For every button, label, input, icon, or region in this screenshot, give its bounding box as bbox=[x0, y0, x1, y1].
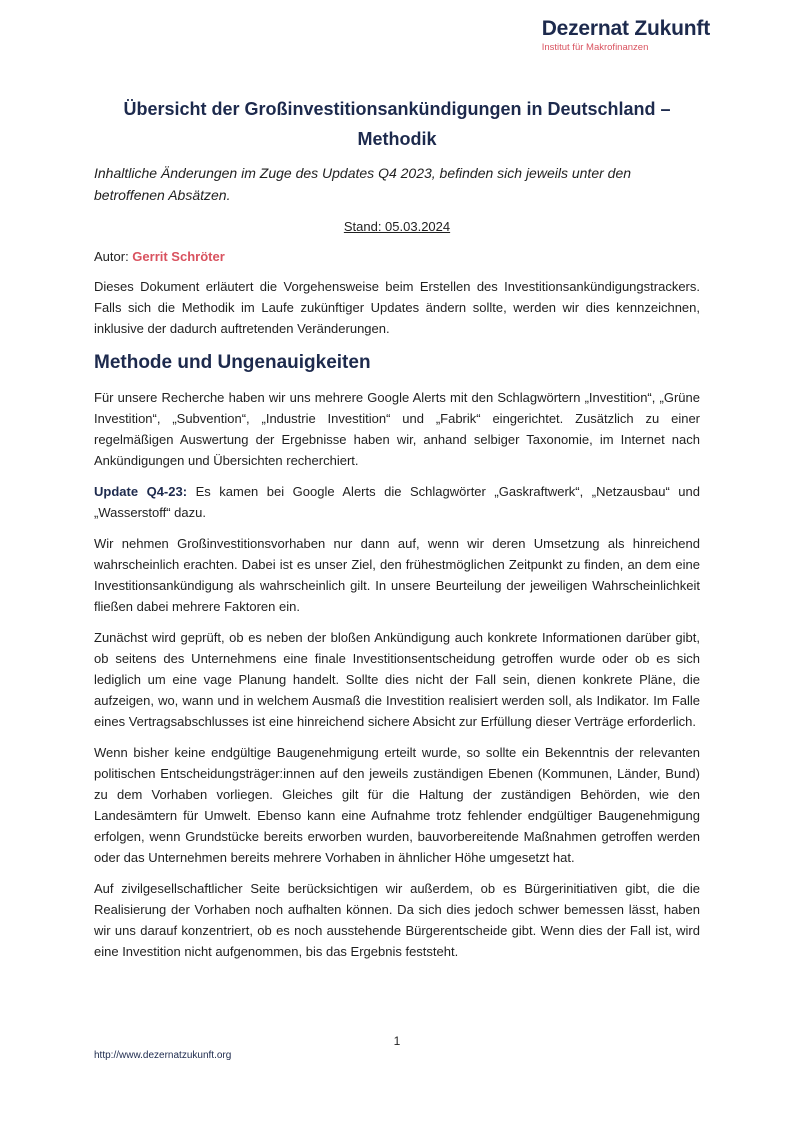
logo-title: Dezernat Zukunft bbox=[541, 17, 710, 40]
intro-note: Inhaltliche Änderungen im Zuge des Updates Q4 2023, befinden sich jeweils unter den betroffenen Absätzen. bbox=[94, 165, 632, 203]
update-label: Update Q4-23: bbox=[94, 484, 188, 499]
paragraph-civil-society: Auf zivilgesellschaftlicher Seite berücksichtigen wir außerdem, ob es Bürgerinitiativen gibt, die die Realisierung der Vorhaben noch aufhalten können. Da sich dies jedoch schwer bemessen lässt, haben wir uns darauf konzentriert, ob es noch ausstehende Bürgerentscheide gibt. Wenn dies der Fall ist, wird eine Investition nicht aufgenommen, bis das Ergebnis feststeht. bbox=[94, 881, 700, 959]
section-heading: Methode und Ungenauigkeiten bbox=[94, 352, 371, 373]
stand-date: Stand: 05.03.2024 bbox=[343, 219, 451, 234]
author-name: Gerrit Schröter bbox=[132, 249, 225, 264]
author-label: Autor: bbox=[94, 249, 133, 264]
author-line bbox=[94, 248, 700, 266]
page-number: 1 bbox=[393, 1034, 401, 1048]
footer-url[interactable]: http://www.dezernatzukunft.org bbox=[94, 1050, 232, 1061]
paragraph-intro: Dieses Dokument erläutert die Vorgehensweise beim Erstellen des Investitionsankündigungstrackers. Falls sich die Methodik im Laufe zukünftiger Updates ändern sollte, werden wir dies kennzeichnen, inklusive der dadurch auftretenden Veränderungen. bbox=[94, 279, 700, 336]
paragraph-criteria: Wir nehmen Großinvestitionsvorhaben nur dann auf, wenn wir deren Umsetzung als hinreichend wahrscheinlich erachten. Dabei ist es unser Ziel, den frühestmöglichen Zeitpunkt zu finden, an dem eine Investitionsankündigung als wahrscheinlich gilt. In unsere Beurteilung der jeweiligen Wahrscheinlichkeit fließen dabei mehrere Faktoren ein. bbox=[94, 536, 700, 614]
paragraph-permits: Wenn bisher keine endgültige Baugenehmigung erteilt wurde, so sollte ein Bekenntnis der relevanten politischen Entscheidungsträger:innen auf den jeweils zuständigen Ebenen (Kommunen, Länder, Bund) zu dem Vorhaben vorliegen. Gleiches gilt für die Haltung der zuständigen Behörden, wie den Landesämtern für Umwelt. Ebenso kann eine Aufnahme trotz fehlender endgültiger Baugenehmigung erfolgen, wenn Grundstücke bereits erworben wurden, bauvorbereitende Maßnahmen getroffen werden oder das Unternehmen bereits mehrere Vorhaben in ähnlicher Höhe umgesetzt hat. bbox=[94, 745, 700, 865]
logo bbox=[542, 18, 710, 53]
paragraph-check: Zunächst wird geprüft, ob es neben der bloßen Ankündigung auch konkrete Informationen darüber gibt, ob seitens des Unternehmens eine finale Investitionsentscheidung getroffen wurde oder ob es sich lediglich um eine vage Planung handelt. Sollte dies nicht der Fall sein, dienen konkrete Pläne, die aufzeigen, wo, wann und in welchem Ausmaß die Investition realisiert werden soll, als Indikator. Im Falle eines Vertragsabschlusses ist eine hinreichend sichere Absicht zur Erfüllung dieser Verträge erforderlich. bbox=[94, 630, 700, 729]
logo-subtitle: Institut für Makrofinanzen bbox=[541, 42, 649, 53]
paragraph-research: Für unsere Recherche haben wir uns mehrere Google Alerts mit den Schlagwörtern „Investition“, „Grüne Investition“, „Subvention“, „Industrie Investition“ und „Fabrik“ eingerichtet. Zusätzlich zu einer regelmäßigen Auswertung der Ergebnisse haben wir, anhand selbiger Taxonomie, im Internet nach Ankündigungen und Übersichten recherchiert. bbox=[94, 390, 700, 468]
paragraph-update bbox=[94, 481, 700, 523]
document-title: Übersicht der Großinvestitionsankündigungen in Deutschland – Methodik bbox=[123, 99, 671, 149]
document-body bbox=[94, 94, 700, 962]
update-text: Es kamen bei Google Alerts die Schlagwörter „Gaskraftwerk“, „Netzausbau“ und „Wasserstoff“ dazu. bbox=[94, 484, 700, 520]
